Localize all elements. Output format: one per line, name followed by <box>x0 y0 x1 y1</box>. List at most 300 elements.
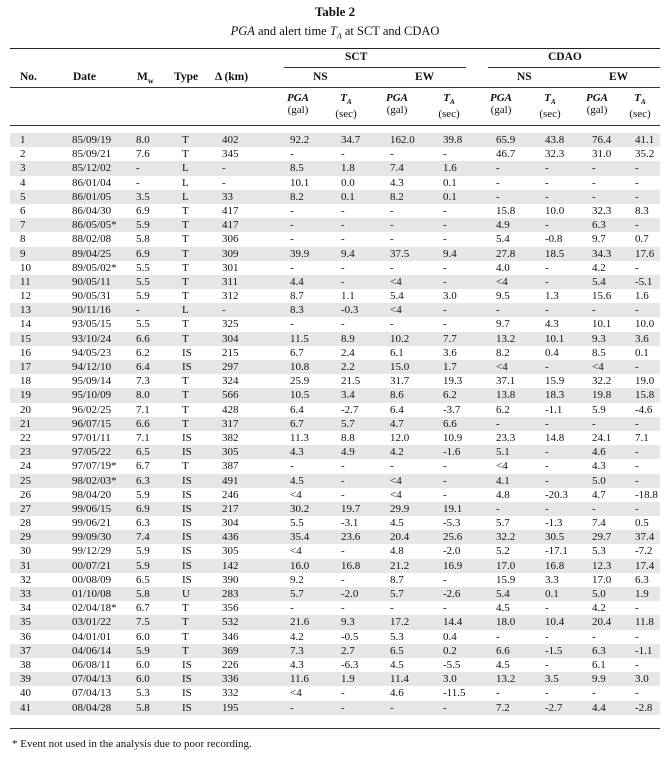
cell-sct-ew-ta: -2.0 <box>443 545 461 558</box>
cell-cdao-ns-ta: - <box>545 219 549 232</box>
cell-mw: - <box>136 176 140 189</box>
cell-type: IS <box>182 502 192 515</box>
cell-no: 40 <box>20 687 31 700</box>
cell-sct-ew-ta: -3.7 <box>443 403 461 416</box>
cell-type: IS <box>182 559 192 572</box>
cell-sct-ew-pga: - <box>390 261 394 274</box>
cell-sct-ew-ta: - <box>443 204 447 217</box>
col-no: No. <box>20 71 37 83</box>
cell-cdao-ns-ta: - <box>545 361 549 373</box>
sub-ta-4: $T_A$ (sec) <box>629 92 651 121</box>
cell-cdao-ns-ta: 3.3 <box>545 573 559 586</box>
cell-delta: 345 <box>222 148 239 161</box>
cell-mw: 5.8 <box>136 588 150 600</box>
cell-no: 21 <box>20 417 31 430</box>
cell-date: 97/05/22 <box>72 446 112 459</box>
cell-sct-ew-ta: - <box>443 318 447 331</box>
cell-sct-ns-pga: - <box>290 701 294 714</box>
cell-sct-ns-pga: 11.6 <box>290 673 309 686</box>
cell-cdao-ew-pga: 4.7 <box>592 488 606 501</box>
cell-sct-ns-ta: - <box>341 687 345 700</box>
cell-cdao-ew-ta: -1.1 <box>635 644 653 657</box>
cell-mw: 5.5 <box>136 318 150 331</box>
cell-cdao-ew-ta: 0.5 <box>635 517 649 530</box>
cell-sct-ns-pga: <4 <box>290 488 302 501</box>
cell-type: IS <box>182 517 192 530</box>
cell-no: 30 <box>20 545 31 558</box>
cell-cdao-ns-pga: 9.7 <box>496 318 510 331</box>
cell-sct-ns-ta: 9.4 <box>341 247 355 260</box>
cell-delta: 217 <box>222 502 239 515</box>
cell-sct-ns-ta: -0.5 <box>341 630 359 643</box>
cell-cdao-ns-ta: 32.3 <box>545 148 565 161</box>
cell-cdao-ew-ta: - <box>635 190 639 203</box>
cell-cdao-ns-ta: - <box>545 446 549 459</box>
table-row <box>10 346 660 360</box>
cell-delta: 317 <box>222 417 239 430</box>
cell-type: IS <box>182 531 192 544</box>
cell-sct-ns-ta: - <box>341 219 345 232</box>
cell-date: 08/04/28 <box>72 701 112 714</box>
cell-cdao-ew-pga: 6.1 <box>592 658 606 671</box>
cell-sct-ew-pga: 162.0 <box>390 134 415 146</box>
cell-type: L <box>182 162 189 175</box>
cell-type: T <box>182 261 189 274</box>
cell-cdao-ew-ta: 1.6 <box>635 290 649 303</box>
cell-mw: 6.2 <box>136 346 150 359</box>
cell-type: IS <box>182 701 192 714</box>
cell-cdao-ew-ta: -2.8 <box>635 701 653 714</box>
cell-cdao-ns-pga: 46.7 <box>496 148 516 161</box>
cell-sct-ns-pga: 21.6 <box>290 616 310 629</box>
cell-mw: 6.5 <box>136 573 150 586</box>
cell-cdao-ns-pga: 15.8 <box>496 204 516 217</box>
cell-sct-ew-ta: - <box>443 148 447 161</box>
cell-sct-ew-ta: - <box>443 219 447 232</box>
cell-sct-ns-pga: 5.5 <box>290 517 304 530</box>
cell-mw: 7.4 <box>136 531 150 544</box>
sct-rule <box>284 67 466 68</box>
cell-sct-ns-pga: 8.5 <box>290 162 304 175</box>
cell-no: 13 <box>20 304 31 317</box>
cell-cdao-ns-ta: 18.5 <box>545 247 565 260</box>
table-row <box>10 161 660 175</box>
cell-type: L <box>182 304 189 317</box>
cell-no: 28 <box>20 517 31 530</box>
cell-sct-ew-pga: - <box>390 318 394 331</box>
cell-delta: 324 <box>222 375 239 388</box>
header-rule <box>10 87 660 88</box>
cell-cdao-ns-ta: 18.3 <box>545 389 565 402</box>
cell-date: 00/08/09 <box>72 573 112 586</box>
cell-sct-ns-pga: - <box>290 318 294 331</box>
sub-pga-1: PGA (gal) <box>287 92 309 116</box>
top-rule <box>10 48 660 49</box>
cell-sct-ns-pga: 5.7 <box>290 588 304 600</box>
cell-cdao-ns-pga: 17.0 <box>496 559 516 572</box>
cell-mw: 5.9 <box>136 644 150 657</box>
col-date: Date <box>73 71 96 83</box>
cell-no: 29 <box>20 531 31 544</box>
cell-cdao-ns-pga: 7.2 <box>496 701 510 714</box>
cell-no: 33 <box>20 588 31 600</box>
cell-sct-ns-ta: 2.7 <box>341 644 355 657</box>
table-row <box>10 644 660 658</box>
table-row <box>10 303 660 317</box>
cell-cdao-ew-ta: - <box>635 602 639 615</box>
cell-cdao-ns-ta: - <box>545 162 549 175</box>
cell-no: 6 <box>20 204 26 217</box>
cell-sct-ew-ta: 19.1 <box>443 502 463 515</box>
cell-delta: 304 <box>222 332 239 345</box>
cell-cdao-ns-ta: -1.1 <box>545 403 563 416</box>
cell-type: IS <box>182 474 192 487</box>
cell-cdao-ns-pga: 13.2 <box>496 673 516 686</box>
cell-date: 99/06/15 <box>72 502 112 515</box>
table-row <box>10 317 660 331</box>
cell-cdao-ns-pga: 32.2 <box>496 531 516 544</box>
cell-date: 96/07/15 <box>72 417 112 430</box>
cell-sct-ns-pga: - <box>290 219 294 232</box>
cell-delta: 387 <box>222 460 239 473</box>
cell-sct-ew-ta: - <box>443 460 447 473</box>
cell-type: L <box>182 190 189 203</box>
cell-sct-ns-ta: 0.1 <box>341 190 355 203</box>
cell-type: IS <box>182 658 192 671</box>
cell-cdao-ns-pga: 4.8 <box>496 488 510 501</box>
col-sct-ns: NS <box>313 71 328 83</box>
cell-date: 98/02/03* <box>72 474 117 487</box>
cell-sct-ew-pga: 12.0 <box>390 431 410 444</box>
cell-sct-ew-pga: 15.0 <box>390 361 410 373</box>
cell-delta: 195 <box>222 701 239 714</box>
cell-date: 99/12/29 <box>72 545 112 558</box>
cell-mw: 5.9 <box>136 559 150 572</box>
cell-sct-ns-pga: 39.9 <box>290 247 310 260</box>
cell-mw: 5.9 <box>136 219 150 232</box>
cell-sct-ew-pga: <4 <box>390 275 402 288</box>
cell-sct-ew-ta: 10.9 <box>443 431 463 444</box>
table-row <box>10 218 660 232</box>
cell-cdao-ew-ta: - <box>635 474 639 487</box>
cell-sct-ns-pga: 7.3 <box>290 644 304 657</box>
cell-sct-ew-ta: -11.5 <box>443 687 466 700</box>
cell-date: 90/05/11 <box>72 275 111 288</box>
cell-cdao-ns-ta: - <box>545 261 549 274</box>
cell-cdao-ew-ta: - <box>635 176 639 189</box>
col-sct-ew: EW <box>415 71 435 83</box>
cell-sct-ew-pga: 8.7 <box>390 573 404 586</box>
cell-delta: 306 <box>222 233 239 246</box>
cell-no: 31 <box>20 559 31 572</box>
cell-date: 97/07/19* <box>72 460 117 473</box>
table-row <box>10 403 660 417</box>
cell-cdao-ew-pga: 7.4 <box>592 517 606 530</box>
cell-type: T <box>182 247 189 260</box>
cell-cdao-ew-pga: 6.3 <box>592 219 606 232</box>
cell-sct-ew-ta: 7.7 <box>443 332 457 345</box>
cell-cdao-ew-ta: -18.8 <box>635 488 658 501</box>
cell-sct-ew-ta: 3.0 <box>443 290 457 303</box>
cell-sct-ew-pga: 8.2 <box>390 190 404 203</box>
table-title: Table 2 <box>314 4 356 19</box>
sub-pga-2: PGA (gal) <box>386 92 408 116</box>
cell-cdao-ew-ta: 7.1 <box>635 431 649 444</box>
cell-cdao-ns-pga: <4 <box>496 460 508 473</box>
cell-sct-ns-pga: 8.2 <box>290 190 304 203</box>
cell-cdao-ew-ta: 3.0 <box>635 673 649 686</box>
cell-delta: 356 <box>222 602 239 615</box>
cell-sct-ns-pga: 25.9 <box>290 375 310 388</box>
cell-cdao-ew-pga: 10.1 <box>592 318 612 331</box>
subtitle-pga: PGA <box>230 24 255 38</box>
cell-cdao-ns-pga: 13.8 <box>496 389 516 402</box>
cell-cdao-ns-pga: 6.6 <box>496 644 510 657</box>
cell-type: IS <box>182 488 192 501</box>
col-cdao-ew: EW <box>609 71 629 83</box>
cell-sct-ns-ta: 34.7 <box>341 134 361 146</box>
cell-cdao-ew-ta: - <box>635 361 639 373</box>
table-row <box>10 530 660 544</box>
cell-sct-ew-pga: 31.7 <box>390 375 410 388</box>
cell-sct-ns-pga: 11.5 <box>290 332 309 345</box>
cell-no: 24 <box>20 460 31 473</box>
cell-cdao-ew-pga: - <box>592 304 596 317</box>
cell-type: T <box>182 134 189 146</box>
table-row <box>10 417 660 431</box>
cell-mw: 7.6 <box>136 148 150 161</box>
cell-cdao-ew-ta: 0.1 <box>635 346 649 359</box>
cell-sct-ew-ta: 0.1 <box>443 190 457 203</box>
cell-cdao-ew-pga: - <box>592 630 596 643</box>
cell-sct-ns-ta: - <box>341 148 345 161</box>
cell-sct-ns-ta: 5.7 <box>341 417 355 430</box>
cell-no: 17 <box>20 361 31 373</box>
cell-cdao-ew-pga: 20.4 <box>592 616 612 629</box>
cell-sct-ew-pga: - <box>390 701 394 714</box>
cdao-rule <box>488 67 660 68</box>
cell-sct-ns-pga: - <box>290 148 294 161</box>
cell-sct-ew-ta: 6.2 <box>443 389 457 402</box>
cell-cdao-ns-pga: <4 <box>496 275 508 288</box>
cell-mw: 8.0 <box>136 134 150 146</box>
cell-cdao-ew-ta: 10.0 <box>635 318 655 331</box>
cell-cdao-ew-ta: 15.8 <box>635 389 655 402</box>
cell-cdao-ns-pga: 4.5 <box>496 658 510 671</box>
cell-cdao-ew-pga: 32.3 <box>592 204 612 217</box>
group-sct: SCT <box>345 51 368 63</box>
cell-delta: 325 <box>222 318 239 331</box>
cell-cdao-ew-ta: - <box>635 502 639 515</box>
cell-delta: 312 <box>222 290 239 303</box>
cell-mw: 5.9 <box>136 290 150 303</box>
cell-delta: 417 <box>222 204 239 217</box>
cell-cdao-ew-pga: 34.3 <box>592 247 612 260</box>
cell-delta: 226 <box>222 658 239 671</box>
cell-delta: 566 <box>222 389 239 402</box>
cell-cdao-ew-ta: -5.1 <box>635 275 653 288</box>
table-row <box>10 147 660 161</box>
table-row <box>10 431 660 445</box>
cell-no: 18 <box>20 375 31 388</box>
cell-sct-ns-ta: 19.7 <box>341 502 361 515</box>
cell-sct-ns-pga: - <box>290 204 294 217</box>
cell-cdao-ns-pga: 23.3 <box>496 431 516 444</box>
cell-date: 90/05/31 <box>72 290 112 303</box>
cell-type: T <box>182 630 189 643</box>
cell-sct-ns-pga: 6.7 <box>290 417 304 430</box>
cell-mw: 6.9 <box>136 247 150 260</box>
subheader-rule <box>10 125 660 126</box>
cell-cdao-ew-ta: 17.4 <box>635 559 655 572</box>
cell-mw: - <box>136 162 140 175</box>
cell-sct-ns-pga: - <box>290 460 294 473</box>
cell-date: 90/11/16 <box>72 304 111 317</box>
cell-cdao-ns-pga: 4.9 <box>496 219 510 232</box>
cell-cdao-ew-ta: 0.7 <box>635 233 649 246</box>
cell-sct-ew-ta: 1.7 <box>443 361 457 373</box>
cell-sct-ns-ta: - <box>341 573 345 586</box>
cell-date: 04/06/14 <box>72 644 112 657</box>
cell-cdao-ns-ta: - <box>545 417 549 430</box>
cell-no: 3 <box>20 162 26 175</box>
cell-no: 10 <box>20 261 31 274</box>
cell-sct-ns-ta: - <box>341 275 345 288</box>
cell-cdao-ew-ta: 1.9 <box>635 588 649 600</box>
cell-no: 27 <box>20 502 31 515</box>
cell-delta: - <box>222 162 226 175</box>
cell-date: 95/09/14 <box>72 375 112 388</box>
table-row <box>10 360 660 374</box>
cell-cdao-ns-ta: 0.4 <box>545 346 559 359</box>
cell-sct-ns-pga: 4.3 <box>290 658 304 671</box>
cell-cdao-ns-ta: -2.7 <box>545 701 563 714</box>
cell-cdao-ns-ta: - <box>545 304 549 317</box>
cell-no: 36 <box>20 630 31 643</box>
cell-cdao-ew-pga: 5.9 <box>592 403 606 416</box>
cell-cdao-ns-ta: - <box>545 602 549 615</box>
cell-sct-ew-ta: 19.3 <box>443 375 463 388</box>
cell-date: 95/10/09 <box>72 389 112 402</box>
cell-date: 85/12/02 <box>72 162 112 175</box>
cell-no: 26 <box>20 488 31 501</box>
cell-cdao-ns-pga: <4 <box>496 361 508 373</box>
cell-mw: 6.7 <box>136 460 150 473</box>
cell-sct-ns-pga: - <box>290 233 294 246</box>
cell-sct-ns-ta: 2.2 <box>341 361 355 373</box>
cell-sct-ew-pga: 6.4 <box>390 403 404 416</box>
cell-delta: 142 <box>222 559 239 572</box>
cell-sct-ns-ta: - <box>341 701 345 714</box>
cell-type: T <box>182 204 189 217</box>
cell-cdao-ns-pga: 4.0 <box>496 261 510 274</box>
cell-date: 96/02/25 <box>72 403 112 416</box>
table-row <box>10 247 660 261</box>
table-row <box>10 559 660 573</box>
cell-sct-ew-pga: 7.4 <box>390 162 404 175</box>
cell-sct-ew-ta: 1.6 <box>443 162 457 175</box>
cell-mw: 6.0 <box>136 673 150 686</box>
cell-mw: 6.3 <box>136 474 150 487</box>
cell-cdao-ns-ta: - <box>545 474 549 487</box>
table-row <box>10 474 660 488</box>
cell-sct-ew-pga: - <box>390 460 394 473</box>
table-body <box>10 133 660 715</box>
cell-sct-ns-pga: 4.2 <box>290 630 304 643</box>
cell-sct-ns-ta: - <box>341 261 345 274</box>
cell-type: T <box>182 148 189 161</box>
cell-cdao-ns-pga: 6.2 <box>496 403 510 416</box>
cell-cdao-ew-ta: - <box>635 417 639 430</box>
cell-cdao-ew-ta: - <box>635 446 639 459</box>
cell-cdao-ew-ta: 3.6 <box>635 332 649 345</box>
cell-type: T <box>182 644 189 657</box>
cell-type: IS <box>182 545 192 558</box>
cell-no: 20 <box>20 403 31 416</box>
cell-date: 86/05/05* <box>72 219 117 232</box>
cell-no: 12 <box>20 290 31 303</box>
cell-date: 85/09/19 <box>72 134 112 146</box>
cell-cdao-ew-pga: 12.3 <box>592 559 612 572</box>
cell-sct-ns-pga: 9.2 <box>290 573 304 586</box>
cell-cdao-ns-pga: 4.1 <box>496 474 510 487</box>
cell-mw: 7.1 <box>136 431 150 444</box>
table-row <box>10 232 660 246</box>
cell-date: 06/08/11 <box>72 658 111 671</box>
cell-sct-ns-pga: <4 <box>290 545 302 558</box>
cell-mw: 3.5 <box>136 190 150 203</box>
cell-cdao-ew-pga: 29.7 <box>592 531 612 544</box>
cell-no: 32 <box>20 573 31 586</box>
cell-sct-ns-pga: 4.4 <box>290 275 304 288</box>
cell-sct-ns-ta: - <box>341 545 345 558</box>
cell-sct-ew-ta: - <box>443 261 447 274</box>
cell-cdao-ew-ta: 19.0 <box>635 375 655 388</box>
cell-date: 00/07/21 <box>72 559 112 572</box>
cell-cdao-ns-pga: - <box>496 162 500 175</box>
cell-no: 35 <box>20 616 31 629</box>
sub-pga-3: PGA (gal) <box>490 92 512 116</box>
cell-sct-ns-pga: 16.0 <box>290 559 310 572</box>
cell-sct-ew-pga: <4 <box>390 304 402 317</box>
table-row <box>10 672 660 686</box>
cell-cdao-ns-pga: 13.2 <box>496 332 516 345</box>
cell-sct-ew-pga: 4.5 <box>390 658 404 671</box>
cell-cdao-ns-pga: - <box>496 502 500 515</box>
cell-delta: 297 <box>222 361 239 373</box>
cell-mw: 5.3 <box>136 687 150 700</box>
cell-sct-ew-ta: - <box>443 474 447 487</box>
cell-cdao-ns-pga: 37.1 <box>496 375 516 388</box>
cell-cdao-ew-pga: 15.6 <box>592 290 612 303</box>
cell-cdao-ns-ta: - <box>545 630 549 643</box>
cell-cdao-ew-pga: 31.0 <box>592 148 612 161</box>
cell-cdao-ew-pga: 4.2 <box>592 602 606 615</box>
cell-sct-ns-pga: 4.5 <box>290 474 304 487</box>
subtitle-end: at SCT and CDAO <box>341 24 440 38</box>
cell-cdao-ew-pga: 4.2 <box>592 261 606 274</box>
cell-no: 38 <box>20 658 31 671</box>
cell-delta: 417 <box>222 219 239 232</box>
cell-no: 37 <box>20 644 31 657</box>
cell-sct-ns-ta: - <box>341 204 345 217</box>
cell-sct-ew-pga: 11.4 <box>390 673 409 686</box>
cell-sct-ew-pga: 4.6 <box>390 687 404 700</box>
cell-date: 01/10/08 <box>72 588 112 600</box>
cell-no: 5 <box>20 190 26 203</box>
subtitle-mid: and alert time <box>254 24 330 38</box>
cell-delta: 305 <box>222 545 239 558</box>
